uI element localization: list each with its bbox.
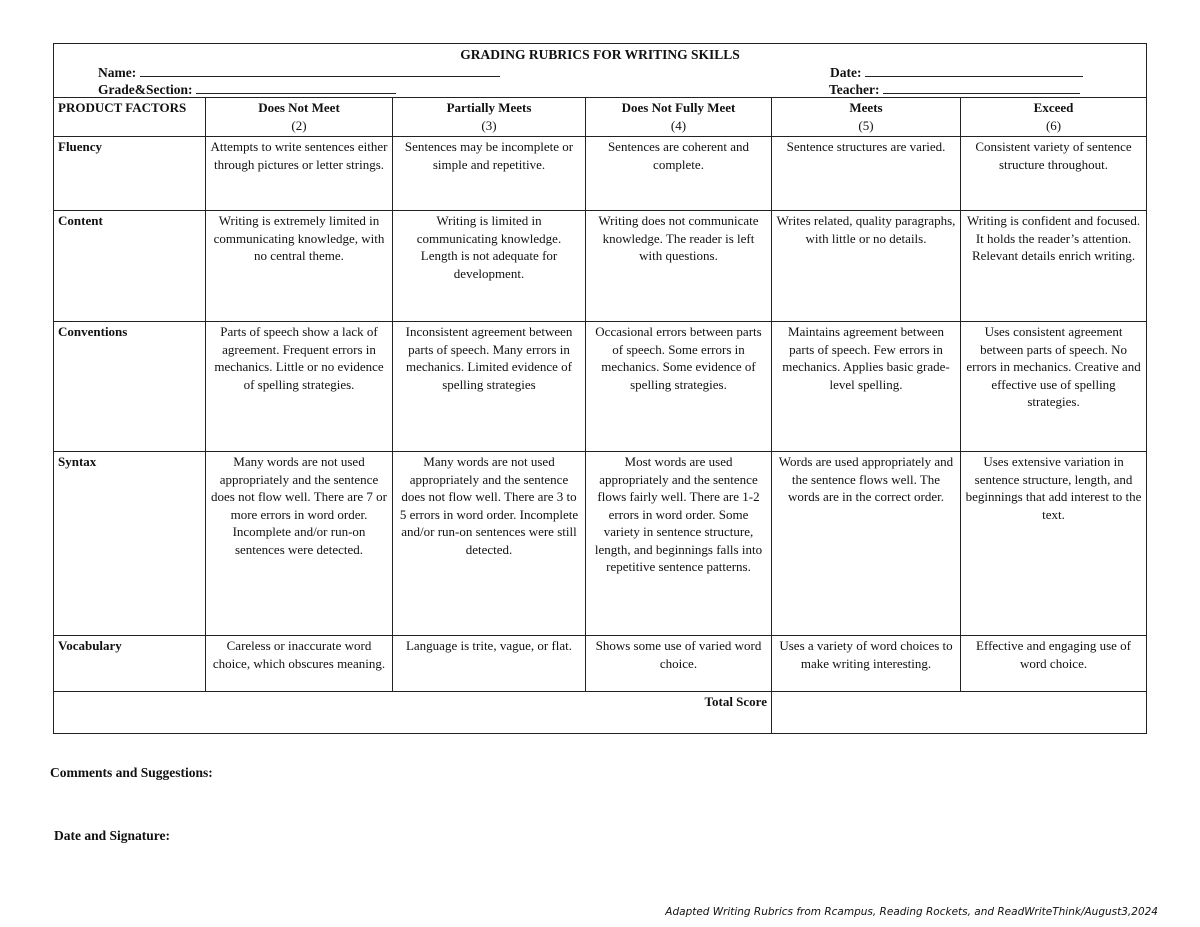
level-score: (3) <box>481 117 497 133</box>
descriptor-cell: Sentences may be incomplete or simple and repetitive. <box>393 137 586 211</box>
descriptor-cell: Inconsistent agreement between parts of speech. Many errors in mechanics. Limited evidence of spelling strategies <box>393 322 586 452</box>
level-header-does-not-meet <box>206 98 393 137</box>
descriptor-cell: Words are used appropriately and the sentence flows well. The words are in the correct order. <box>772 452 961 636</box>
date-field[interactable] <box>830 63 1083 82</box>
descriptor-cell: Uses consistent agreement between parts of speech. No errors in mechanics. Creative and effective use of spelling strategies. <box>961 322 1147 452</box>
descriptor-cell: Uses a variety of word choices to make writing interesting. <box>772 636 961 692</box>
level-header-does-not-fully-meet <box>586 98 772 137</box>
grade-section-label: Grade&Section: <box>98 82 193 97</box>
descriptor-cell: Writing is confident and focused. It holds the reader’s attention. Relevant details enrich writing. <box>961 211 1147 322</box>
teacher-field[interactable] <box>829 80 1080 99</box>
rubric-table <box>53 43 1147 734</box>
footnote: Adapted Writing Rubrics from Rcampus, Reading Rockets, and ReadWriteThink/August3,2024 <box>665 906 1158 918</box>
factor-label: Conventions <box>54 322 206 452</box>
descriptor-cell: Shows some use of varied word choice. <box>586 636 772 692</box>
header-cell <box>54 44 1147 98</box>
descriptor-cell: Many words are not used appropriately and the sentence does not flow well. There are 3 to 5 errors in word order. Incomplete and/or run-on sentences were still detected. <box>393 452 586 636</box>
rubric-row-vocabulary <box>54 636 1147 692</box>
descriptor-cell: Careless or inaccurate word choice, which obscures meaning. <box>206 636 393 692</box>
factor-label: Vocabulary <box>54 636 206 692</box>
descriptor-cell: Maintains agreement between parts of speech. Few errors in mechanics. Applies basic grade-level spelling. <box>772 322 961 452</box>
product-factors-header: PRODUCT FACTORS <box>54 98 206 137</box>
descriptor-cell: Occasional errors between parts of speech. Some errors in mechanics. Some evidence of spelling strategies. <box>586 322 772 452</box>
column-header-row <box>54 98 1147 137</box>
name-line[interactable] <box>140 63 500 77</box>
rubric-title: GRADING RUBRICS FOR WRITING SKILLS <box>460 47 740 62</box>
level-score: (4) <box>670 117 687 133</box>
descriptor-cell: Most words are used appropriately and the sentence flows fairly well. There are 1-2 errors in word order. Some variety in sentence structure, length, and beginnings falls into repetitive sentence patterns. <box>586 452 772 636</box>
factor-label: Fluency <box>54 137 206 211</box>
total-score-row <box>54 692 1147 734</box>
level-label: Exceed <box>1033 100 1074 115</box>
rubric-row-syntax <box>54 452 1147 636</box>
descriptor-cell: Sentence structures are varied. <box>772 137 961 211</box>
total-score-input-cell[interactable] <box>772 692 1147 734</box>
descriptor-cell: Uses extensive variation in sentence structure, length, and beginnings that add interest to the text. <box>961 452 1147 636</box>
level-label: Meets <box>849 100 883 115</box>
level-label: Does Not Meet <box>258 100 340 115</box>
total-score-label: Total Score <box>54 692 772 734</box>
descriptor-cell: Writing is extremely limited in communicating knowledge, with no central theme. <box>206 211 393 322</box>
descriptor-cell: Writing does not communicate knowledge. The reader is left with questions. <box>586 211 772 322</box>
signature-label: Date and Signature: <box>54 828 171 843</box>
descriptor-cell: Parts of speech show a lack of agreement. Frequent errors in mechanics. Little or no evidence of spelling strategies. <box>206 322 393 452</box>
descriptor-cell: Sentences are coherent and complete. <box>586 137 772 211</box>
rubric-row-conventions <box>54 322 1147 452</box>
level-header-partially-meets <box>393 98 586 137</box>
teacher-line[interactable] <box>883 80 1080 94</box>
level-label: Does Not Fully Meet <box>621 100 736 115</box>
rubric-row-content <box>54 211 1147 322</box>
level-score: (5) <box>858 117 874 133</box>
descriptor-cell: Writing is limited in communicating knowledge. Length is not adequate for development. <box>393 211 586 322</box>
descriptor-cell: Many words are not used appropriately and the sentence does not flow well. There are 7 or more errors in word order. Incomplete and/or run-on sentences were detected. <box>206 452 393 636</box>
descriptor-cell: Effective and engaging use of word choice. <box>961 636 1147 692</box>
teacher-label: Teacher: <box>829 82 880 97</box>
descriptor-cell: Language is trite, vague, or flat. <box>393 636 586 692</box>
level-score: (6) <box>1045 117 1062 133</box>
name-field[interactable] <box>98 63 500 82</box>
level-header-exceed <box>961 98 1147 137</box>
grade-section-field[interactable] <box>98 80 396 99</box>
rubric-row-fluency <box>54 137 1147 211</box>
factor-label: Syntax <box>54 452 206 636</box>
grade-section-line[interactable] <box>196 80 396 94</box>
descriptor-cell: Attempts to write sentences either through pictures or letter strings. <box>206 137 393 211</box>
level-label: Partially Meets <box>446 100 532 115</box>
name-label: Name: <box>98 65 137 80</box>
factor-label: Content <box>54 211 206 322</box>
descriptor-cell: Consistent variety of sentence structure throughout. <box>961 137 1147 211</box>
date-label: Date: <box>830 65 862 80</box>
header-row <box>54 44 1147 98</box>
date-line[interactable] <box>865 63 1083 77</box>
comments-label: Comments and Suggestions: <box>50 765 213 780</box>
level-header-meets <box>772 98 961 137</box>
level-score: (2) <box>291 117 307 133</box>
descriptor-cell: Writes related, quality paragraphs, with little or no details. <box>772 211 961 322</box>
